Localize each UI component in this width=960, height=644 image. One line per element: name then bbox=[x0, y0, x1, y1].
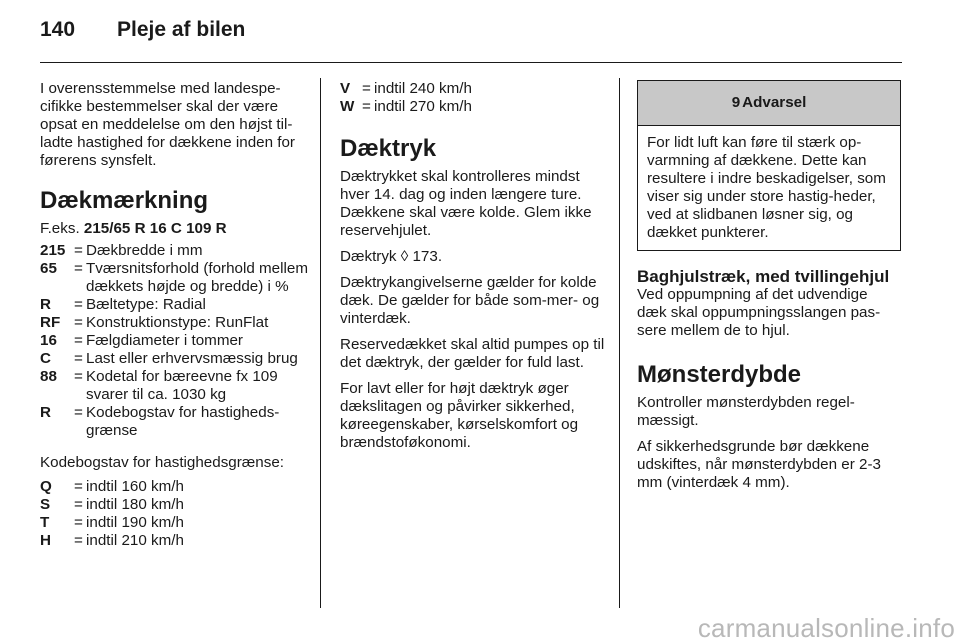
def-value: Konstruktionstype: RunFlat bbox=[86, 314, 269, 331]
def-row: 88 = Kodetal for bæreevne fx 109 svarer til ca. 1030 kg bbox=[40, 368, 308, 404]
def-row: R = Bæltetype: Radial bbox=[40, 296, 308, 314]
def-row: Q = indtil 160 km/h bbox=[40, 478, 308, 496]
def-key: S bbox=[40, 496, 51, 513]
speed-def-list bbox=[40, 478, 308, 550]
intro-paragraph: I overensstemmelse med landespe-cifikke bestemmelser skal der være opsat en meddelelse om den højst til-ladte hastighed for dækkene inden for førerens synsfelt. bbox=[40, 80, 295, 169]
def-key: 215 bbox=[40, 242, 66, 259]
def-row: T = indtil 190 km/h bbox=[40, 514, 308, 532]
pressure-reference[interactable]: Dæktryk ◊ 173. bbox=[340, 248, 443, 265]
tread-paragraph-2: Af sikkerhedsgrunde bør dækkene udskiftes, når mønsterdybden er 2-3 mm (vinterdæk 4 mm). bbox=[637, 438, 881, 491]
speed-intro: Kodebogstav for hastighedsgrænse: bbox=[40, 454, 285, 471]
def-value: Bæltetype: Radial bbox=[86, 296, 206, 313]
warning-box bbox=[637, 80, 901, 251]
warning-title: Advarsel bbox=[742, 94, 807, 111]
watermark-text: carmanualsonline.info bbox=[697, 613, 955, 643]
def-key: R bbox=[40, 296, 51, 313]
page-header bbox=[40, 18, 900, 42]
column-2 bbox=[340, 80, 608, 460]
def-value: Kodetal for bæreevne fx 109 svarer til ca. 1030 kg bbox=[86, 368, 278, 403]
warning-text: For lidt luft kan føre til stærk op-varmning af dækkene. Dette kan resultere i indre beskadigelser, som viser sig under store hastig-heder, ved at slidbanen løsner sig, og dækket punkterer. bbox=[647, 134, 886, 241]
def-row: RF = Konstruktionstype: RunFlat bbox=[40, 314, 308, 332]
def-row: V = indtil 240 km/h bbox=[340, 80, 608, 98]
page-title: Pleje af bilen bbox=[117, 18, 246, 41]
def-key: R bbox=[40, 404, 51, 421]
twin-wheel-heading: Baghjulstræk, med tvillingehjul bbox=[637, 267, 890, 286]
def-key: T bbox=[40, 514, 50, 531]
def-key: C bbox=[40, 350, 51, 367]
page-number: 140 bbox=[40, 18, 76, 41]
def-value: Dækbredde i mm bbox=[86, 242, 203, 259]
def-row: 16 = Fælgdiameter i tommer bbox=[40, 332, 308, 350]
warning-header bbox=[638, 81, 900, 126]
def-key: W bbox=[340, 98, 355, 115]
def-value: indtil 210 km/h bbox=[86, 532, 184, 549]
def-value: Tværsnitsforhold (forhold mellem dækkets højde og bredde) i % bbox=[86, 260, 308, 295]
def-value: indtil 180 km/h bbox=[86, 496, 184, 513]
example-line bbox=[40, 220, 308, 238]
tread-heading: Mønsterdybde bbox=[637, 361, 802, 388]
speed-def-list-cont bbox=[340, 80, 608, 116]
column-1 bbox=[40, 80, 308, 564]
pressure-paragraph-3: Dæktrykangivelserne gælder for kolde dæk. De gælder for både som-mer- og vinterdæk. bbox=[340, 274, 600, 327]
def-row: H = indtil 210 km/h bbox=[40, 532, 308, 550]
tread-paragraph-1: Kontroller mønsterdybden regel-mæssigt. bbox=[637, 394, 855, 429]
def-value: indtil 240 km/h bbox=[374, 80, 472, 97]
pressure-paragraph-4: Reservedækket skal altid pumpes op til det dæktryk, der gælder for fuld last. bbox=[340, 336, 605, 371]
def-key: Q bbox=[40, 478, 52, 495]
def-key: V bbox=[340, 80, 351, 97]
def-key: 65 bbox=[40, 260, 57, 277]
def-key: H bbox=[40, 532, 51, 549]
def-value: Last eller erhvervsmæssig brug bbox=[86, 350, 298, 367]
def-value: Kodebogstav for hastigheds-grænse bbox=[86, 404, 280, 439]
warning-icon: 9 bbox=[731, 94, 741, 111]
def-row: R = Kodebogstav for hastigheds-grænse bbox=[40, 404, 308, 440]
def-row: S = indtil 180 km/h bbox=[40, 496, 308, 514]
def-key: 16 bbox=[40, 332, 57, 349]
def-row: 65 = Tværsnitsforhold (forhold mellem dækkets højde og bredde) i % bbox=[40, 260, 308, 295]
example-code: 215/65 R 16 C 109 R bbox=[83, 220, 227, 237]
def-row: W = indtil 270 km/h bbox=[340, 98, 608, 116]
def-value: indtil 160 km/h bbox=[86, 478, 184, 495]
twin-wheel-text: Ved oppumpning af det udvendige dæk skal oppumpningsslangen pas-sere mellem de to hjul. bbox=[637, 286, 881, 339]
def-key: RF bbox=[40, 314, 61, 331]
pressure-heading: Dæktryk bbox=[340, 135, 437, 162]
def-value: indtil 190 km/h bbox=[86, 514, 184, 531]
def-key: 88 bbox=[40, 368, 57, 385]
marking-heading: Dækmærkning bbox=[40, 187, 209, 214]
def-value: Fælgdiameter i tommer bbox=[86, 332, 243, 349]
def-row: C = Last eller erhvervsmæssig brug bbox=[40, 350, 308, 368]
def-row: 215 = Dækbredde i mm bbox=[40, 242, 308, 260]
column-divider-1 bbox=[320, 78, 321, 608]
column-divider-2 bbox=[619, 78, 620, 608]
column-3 bbox=[637, 80, 901, 500]
pressure-paragraph-5: For lavt eller for højt dæktryk øger dækslitagen og påvirker sikkerhed, køreegenskaber, kørselskomfort og brændstoføkonomi. bbox=[340, 380, 579, 451]
pressure-paragraph-1: Dæktrykket skal kontrolleres mindst hver 14. dag og inden længere ture. Dækkene skal være kolde. Glem ikke reservehjulet. bbox=[340, 168, 592, 239]
example-prefix: F.eks. bbox=[40, 220, 80, 237]
marking-def-list bbox=[40, 242, 308, 440]
def-value: indtil 270 km/h bbox=[374, 98, 472, 115]
header-rule bbox=[40, 62, 902, 63]
